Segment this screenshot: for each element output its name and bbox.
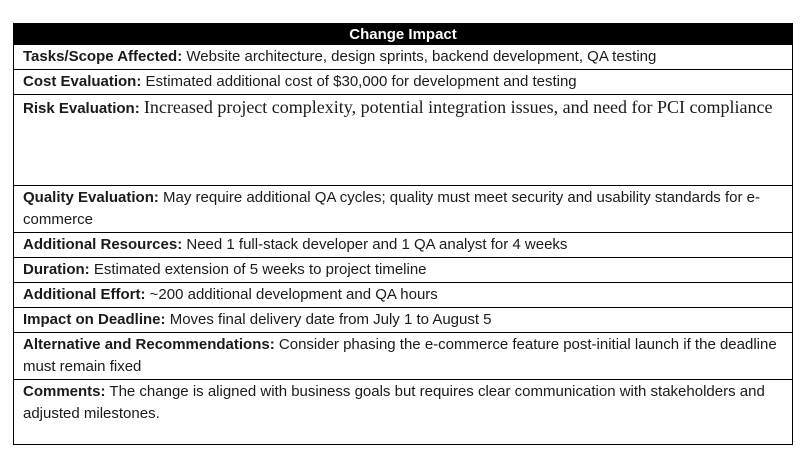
tasks-scope-label: Tasks/Scope Affected: (23, 48, 183, 65)
additional-effort-value: ~200 additional development and QA hours (149, 286, 438, 303)
cost-evaluation-value: Estimated additional cost of $30,000 for development and testing (145, 73, 577, 90)
row-risk-evaluation (14, 95, 793, 186)
quality-evaluation-cell (14, 186, 793, 233)
additional-resources-label: Additional Resources: (23, 236, 183, 253)
impact-on-deadline-value: Moves final delivery date from July 1 to August 5 (169, 311, 492, 328)
row-comments (14, 380, 793, 445)
table-header-row (14, 24, 793, 45)
additional-effort-cell (14, 283, 793, 308)
tasks-scope-cell (14, 45, 793, 70)
risk-evaluation-value: Increased project complexity, potential integration issues, and need for PCI compliance (143, 97, 773, 117)
impact-on-deadline-cell (14, 308, 793, 333)
comments-label: Comments: (23, 383, 106, 400)
table-title: Change Impact (14, 24, 793, 45)
additional-resources-cell (14, 233, 793, 258)
quality-evaluation-label: Quality Evaluation: (23, 189, 159, 206)
change-impact-document (13, 23, 793, 445)
row-impact-on-deadline (14, 308, 793, 333)
tasks-scope-value: Website architecture, design sprints, backend development, QA testing (186, 48, 657, 65)
comments-value: The change is aligned with business goals but requires clear communication with stakeholders and adjusted milestones. (23, 383, 765, 422)
change-impact-table (13, 23, 793, 445)
cost-evaluation-cell (14, 70, 793, 95)
row-alternative-recommendations (14, 333, 793, 380)
row-additional-effort (14, 283, 793, 308)
row-additional-resources (14, 233, 793, 258)
duration-cell (14, 258, 793, 283)
alternative-recommendations-value: Consider phasing the e-commerce feature post-initial launch if the deadline must remain fixed (23, 336, 777, 375)
row-duration (14, 258, 793, 283)
row-quality-evaluation (14, 186, 793, 233)
duration-label: Duration: (23, 261, 90, 278)
impact-on-deadline-label: Impact on Deadline: (23, 311, 166, 328)
risk-evaluation-label: Risk Evaluation: (23, 100, 140, 117)
comments-cell (14, 380, 793, 445)
quality-evaluation-value: May require additional QA cycles; quality must meet security and usability standards for e-commerce (23, 189, 760, 228)
risk-evaluation-cell (14, 95, 793, 186)
duration-value: Estimated extension of 5 weeks to project timeline (93, 261, 427, 278)
alternative-recommendations-cell (14, 333, 793, 380)
cost-evaluation-label: Cost Evaluation: (23, 73, 142, 90)
alternative-recommendations-label: Alternative and Recommendations: (23, 336, 275, 353)
additional-effort-label: Additional Effort: (23, 286, 146, 303)
additional-resources-value: Need 1 full-stack developer and 1 QA analyst for 4 weeks (186, 236, 568, 253)
row-tasks-scope (14, 45, 793, 70)
row-cost-evaluation (14, 70, 793, 95)
